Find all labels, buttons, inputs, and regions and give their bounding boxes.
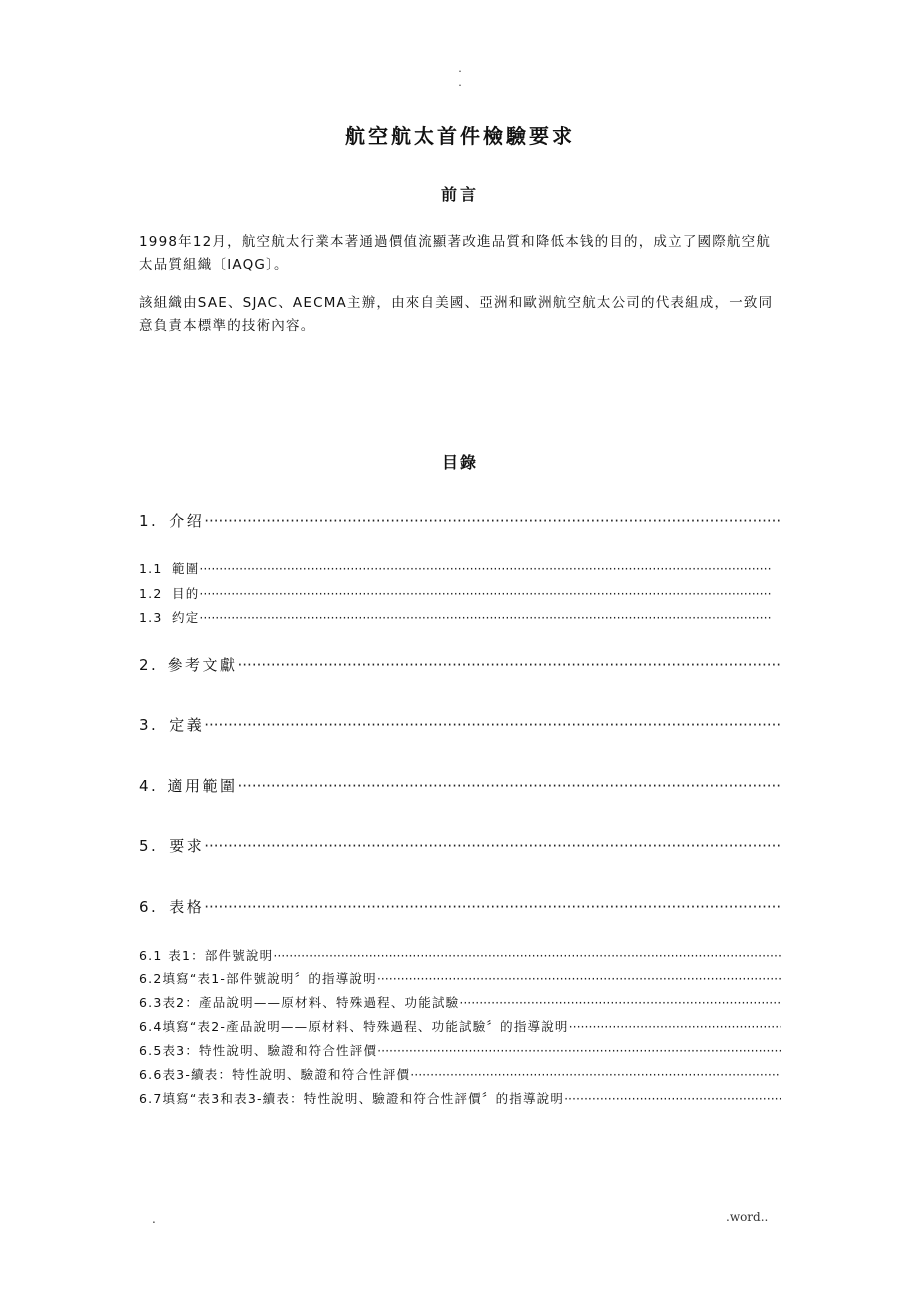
toc-title: 填寫“表1-部件號說明〞的指導說明: [162, 971, 377, 986]
toc-entry-6-3[interactable]: [139, 993, 781, 1011]
toc-leader: [377, 971, 781, 986]
toc-entry-6-7[interactable]: [139, 1089, 781, 1107]
toc-entry-3[interactable]: [139, 714, 781, 735]
document-title: 航空航太首件檢驗要求: [345, 124, 575, 148]
preface-paragraph-1: 1998年12月，航空航太行業本著通過價值流顯著改進品質和降低本钱的目的，成立了國際航空航太品質組織〔IAQG〕。: [139, 234, 772, 273]
toc-leader: [204, 716, 781, 734]
toc-entry-6[interactable]: [139, 896, 781, 917]
toc-title: 範圍: [172, 561, 200, 576]
preface-paragraph-2: 該組織由SAE、SJAC、AECMA主辦，由來自美國、亞洲和歐洲航空航太公司的代表組成，一致同意負責本標準的技術內容。: [139, 295, 774, 334]
toc-number: 6.5: [139, 1043, 163, 1058]
toc-leader: [238, 777, 781, 795]
toc-title: 表3-續表：特性說明、驗證和符合性評價: [162, 1067, 411, 1082]
toc-leader: [410, 1067, 781, 1082]
toc-entry-1-2[interactable]: [139, 584, 781, 602]
toc-title: 表2：產品說明——原材料、特殊過程、功能試驗: [162, 995, 460, 1010]
toc-leader: [204, 898, 781, 916]
toc-number: 1.1: [139, 561, 163, 576]
toc-title: 填寫“表2-產品說明——原材料、特殊過程、功能試驗〞的指導說明: [162, 1019, 569, 1034]
toc-entry-6-6[interactable]: [139, 1065, 781, 1083]
toc-number: 6.2: [139, 971, 163, 986]
toc-leader: [273, 948, 781, 963]
toc-number: 6.3: [139, 995, 163, 1010]
toc-title: 表3：特性說明、驗證和符合性評價: [162, 1043, 378, 1058]
toc-number: 6.4: [139, 1019, 163, 1034]
toc-entry-6-1[interactable]: [139, 946, 781, 964]
toc-number: 1.2: [139, 586, 163, 601]
toc-leader: [459, 995, 781, 1010]
toc-number: 6.: [139, 898, 159, 916]
footer-left-mark: .: [152, 1212, 156, 1226]
toc-title: 约定: [172, 610, 200, 625]
toc-leader: [204, 512, 781, 530]
toc-title: 介绍: [169, 512, 205, 530]
toc-number: 1.: [139, 512, 159, 530]
toc-title: 表格: [169, 898, 205, 916]
toc-leader: [199, 561, 781, 576]
toc-leader: [199, 610, 781, 625]
toc-leader: [377, 1043, 781, 1058]
toc-title: 表1：部件號說明: [168, 948, 274, 963]
header-marks: . .: [458, 62, 462, 89]
toc-number: 5.: [139, 837, 159, 855]
toc-number: 6.6: [139, 1067, 163, 1082]
toc-entry-1-1[interactable]: [139, 559, 781, 577]
toc-heading: 目錄: [441, 453, 478, 472]
toc-title: 適用範圍: [167, 777, 238, 795]
toc-entry-6-4[interactable]: [139, 1017, 781, 1035]
toc-leader: [204, 837, 781, 855]
toc-entry-2[interactable]: [139, 654, 781, 675]
toc-number: 1.3: [139, 610, 163, 625]
toc-number: 6.1: [139, 948, 163, 963]
toc-number: 4.: [139, 777, 159, 795]
toc-entry-1[interactable]: [139, 510, 781, 531]
toc-title: 要求: [169, 837, 205, 855]
toc-leader: [199, 586, 781, 601]
toc-title: 填寫“表3和表3-續表：特性說明、驗證和符合性評價〞的指導說明: [162, 1091, 565, 1106]
preface-heading: 前言: [440, 185, 479, 204]
toc-title: 定義: [169, 716, 205, 734]
toc-entry-1-3[interactable]: [139, 608, 781, 626]
toc-entry-6-2[interactable]: [139, 969, 781, 987]
toc-title: 目的: [172, 586, 200, 601]
toc-number: 2.: [139, 656, 159, 674]
toc-entry-4[interactable]: [139, 775, 781, 796]
footer-right-mark: .word..: [726, 1210, 769, 1224]
toc-number: 3.: [139, 716, 159, 734]
toc-entry-5[interactable]: [139, 835, 781, 856]
toc-leader: [238, 656, 781, 674]
toc-number: 6.7: [139, 1091, 163, 1106]
toc-title: 參考文獻: [167, 656, 238, 674]
toc-leader: [569, 1019, 781, 1034]
toc-entry-6-5[interactable]: [139, 1041, 781, 1059]
toc-leader: [564, 1091, 781, 1106]
